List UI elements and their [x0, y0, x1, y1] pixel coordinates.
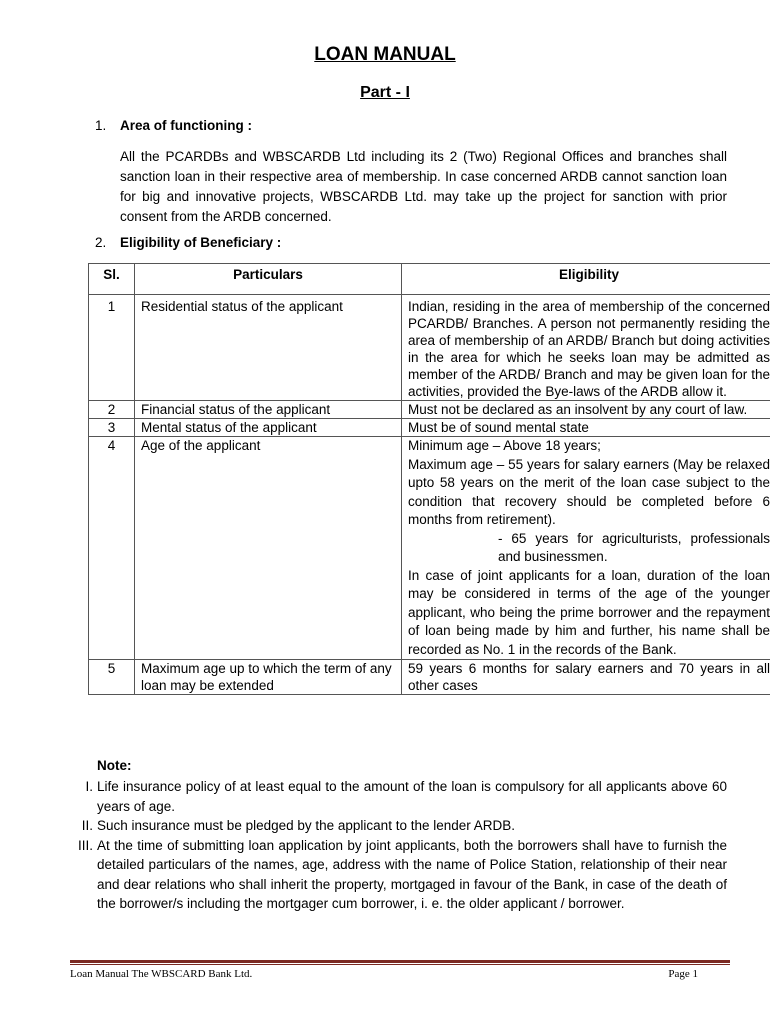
- section-1-label: Area of functioning :: [120, 118, 252, 133]
- section-1-text: All the PCARDBs and WBSCARDB Ltd including its 2 (Two) Regional Offices and branches shall sanction loan in their respective area of membership. In case concerned ARDB cannot sanction loan for big and innovative projects, WBSCARDB Ltd. may take up the project for sanction with prior consent from the ARDB concerned.: [120, 149, 727, 224]
- footer-title: Loan Manual The WBSCARD Bank Ltd.: [70, 968, 253, 980]
- list-item: [60, 816, 727, 836]
- header-eligibility: Eligibility: [402, 264, 770, 295]
- row-5-sl: 5: [89, 660, 135, 695]
- section-1-heading: [95, 118, 252, 133]
- table-header-row: [89, 264, 770, 295]
- header-particulars: Particulars: [135, 264, 402, 295]
- row-1-eligibility: Indian, residing in the area of membership of the concerned PCARDB/ Branches. A person not permanently residing the area of membership of an ARDB/ Branch but doing activities in the area for which he seeks loan may be admitted as member of the ARDB/ Branch and may be given loan for the activities, provided the Bye-laws of the ARDB allow it.: [402, 295, 770, 401]
- page-number: Page 1: [668, 968, 698, 980]
- row-5-particular: Maximum age up to which the term of any loan may be extended: [135, 660, 402, 695]
- footer-rule-thin: [70, 964, 730, 965]
- note-3-number: III.: [77, 837, 93, 853]
- part-heading: Part - I: [360, 84, 410, 101]
- section-1-number: 1.: [95, 118, 107, 133]
- footer-rule-thick: [70, 960, 730, 963]
- table-row: [89, 660, 770, 695]
- row-3-particular: Mental status of the applicant: [135, 419, 402, 437]
- row-1-particular: Residential status of the applicant: [135, 295, 402, 401]
- note-2-number: II.: [81, 818, 93, 833]
- row-4-agri-age: - 65 years for agriculturists, professionals and businessmen.: [498, 530, 770, 564]
- eligibility-table: [88, 263, 770, 695]
- table-row: [89, 419, 770, 437]
- row-5-eligibility: 59 years 6 months for salary earners and 70 years in all other cases: [402, 660, 770, 695]
- row-4-sl: 4: [89, 437, 135, 660]
- section-2-heading: [95, 235, 281, 250]
- note-1-number: I.: [85, 779, 93, 794]
- notes-list: [60, 777, 727, 914]
- row-2-particular: Financial status of the applicant: [135, 401, 402, 419]
- table-row: [89, 437, 770, 660]
- row-3-sl: 3: [89, 419, 135, 437]
- row-4-joint-applicants: In case of joint applicants for a loan, duration of the loan may be considered in terms of the age of the younger applicant, who being the prime borrower and the repayment of loan being made by him and further, his name shall be recorded as No. 1 in the records of the Bank.: [408, 567, 770, 657]
- row-4-particular: Age of the applicant: [135, 437, 402, 660]
- document-title: LOAN MANUAL: [314, 44, 456, 65]
- row-4-min-age: Minimum age – Above 18 years;: [408, 438, 601, 453]
- note-3-text: At the time of submitting loan application by joint applicants, both the borrowers shall have to furnish the detailed particulars of the names, age, address with the name of Police Station, relationship of their near and dear relations who shall inherit the property, mortgaged in favour of the Bank, in case of the death of the borrower/s including the mortgager cum borrower, i. e. the older applicant / borrower.: [97, 837, 727, 911]
- table-row: [89, 295, 770, 401]
- row-2-eligibility: Must not be declared as an insolvent by any court of law.: [402, 401, 770, 419]
- section-2-label: Eligibility of Beneficiary :: [120, 235, 282, 250]
- row-4-eligibility: [402, 437, 770, 660]
- section-2-number: 2.: [95, 235, 107, 250]
- row-4-max-age: Maximum age – 55 years for salary earners (May be relaxed upto 58 years on the merit of the loan case subject to the condition that recovery should be completed before 6 months from retirement).: [408, 456, 770, 527]
- header-sl: Sl.: [89, 264, 135, 295]
- note-title: Note:: [97, 758, 132, 773]
- table-row: [89, 401, 770, 419]
- note-2-text: Such insurance must be pledged by the applicant to the lender ARDB.: [97, 818, 516, 833]
- row-2-sl: 2: [89, 401, 135, 419]
- list-item: [60, 777, 727, 816]
- row-3-eligibility: Must be of sound mental state: [402, 419, 770, 437]
- row-1-sl: 1: [89, 295, 135, 401]
- list-item: [60, 836, 727, 914]
- note-1-text: Life insurance policy of at least equal to the amount of the loan is compulsory for all applicants above 60 years of age.: [97, 779, 727, 814]
